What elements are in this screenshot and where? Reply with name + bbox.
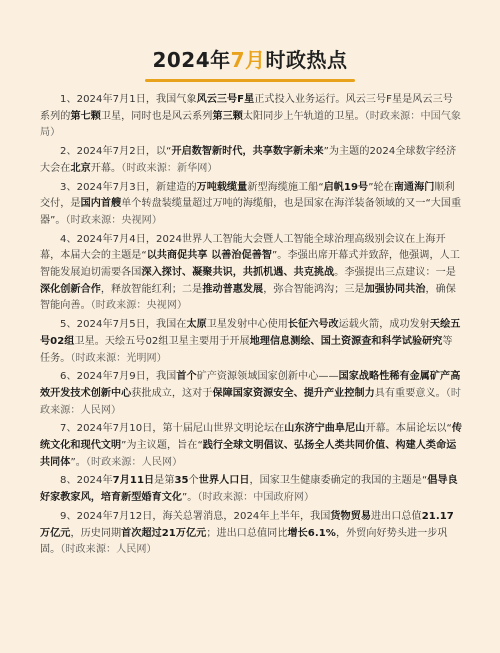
item-text: 卫星，同时也是风云系列 bbox=[100, 110, 213, 122]
highlight-text: 开启数智新时代，共享数字新未来 bbox=[171, 146, 324, 158]
title-prefix: 2024年 bbox=[152, 48, 231, 72]
item-text: 5、2024年7月5日，我国在 bbox=[60, 319, 187, 331]
item-text: ，确保智能向善。 bbox=[40, 283, 456, 312]
item-text: ，弥合智能鸿沟；三是 bbox=[263, 283, 365, 295]
highlight-text: 增长6.1% bbox=[287, 527, 336, 539]
highlight-text: 山东济宁曲阜尼山 bbox=[284, 423, 366, 435]
item-text: ”轮在 bbox=[368, 181, 394, 193]
highlight-text: 以共商促共享 以善治促善智 bbox=[146, 250, 273, 262]
item-text: 单个转盘装缆量超过万吨的海缆船，也是国家在海洋装备领域的又一“大国重器”。 bbox=[40, 198, 462, 226]
news-item bbox=[40, 421, 462, 471]
news-item bbox=[40, 509, 462, 559]
highlight-text: 加强协同共治 bbox=[364, 283, 426, 295]
highlight-text: 货物贸易 bbox=[330, 510, 371, 522]
source-note: （时政来源：新华网） bbox=[121, 162, 218, 174]
item-text: 太阳同步上午轨道的卫星。 bbox=[242, 110, 365, 122]
source-note: （时政来源：人民网） bbox=[40, 387, 462, 416]
highlight-text: 天绘五号02组 bbox=[40, 319, 461, 347]
highlight-text: 世界人口日 bbox=[198, 475, 250, 487]
source-note: （时政来源：光明网） bbox=[70, 352, 167, 364]
news-item bbox=[40, 180, 462, 230]
item-text: ”。李强出席开幕式并致辞，他强调，人工智能发展迫切需要各国 bbox=[40, 250, 460, 279]
highlight-text: 第三颗 bbox=[212, 110, 243, 122]
item-text: ，外贸向好势头进一步巩固。 bbox=[40, 527, 448, 556]
item-text: 。李强提出三点建议：一是 bbox=[334, 267, 456, 279]
highlight-text: 首个 bbox=[176, 371, 197, 383]
highlight-text: 首次超过21万亿元 bbox=[121, 527, 207, 539]
highlight-text: 地理信息测绘、国土资源查和科学试验研究 bbox=[249, 335, 443, 347]
title-suffix: 时政热点 bbox=[265, 48, 348, 72]
item-text: ，释放智能红利；二是 bbox=[100, 283, 203, 295]
item-text: 进出口总值 bbox=[370, 510, 422, 522]
source-note: （时政来源：人民网） bbox=[60, 544, 157, 556]
item-text: ，历史同期 bbox=[70, 527, 122, 539]
item-text: ，国家卫生健康委确定的我国的主题是“ bbox=[249, 475, 428, 487]
highlight-text: 国内首艘 bbox=[80, 198, 122, 210]
item-text: 1、2024年7月1日，我国气象 bbox=[60, 94, 197, 105]
news-item bbox=[40, 232, 462, 316]
source-note: （时政来源：中国政府网） bbox=[197, 492, 315, 504]
item-text: ”。 bbox=[70, 456, 86, 468]
page-title bbox=[152, 44, 347, 73]
news-list bbox=[40, 92, 462, 561]
highlight-text: 风云三号F星 bbox=[196, 94, 255, 105]
highlight-text: 21.17万亿元 bbox=[40, 510, 454, 539]
item-text: 8、2024年 bbox=[60, 475, 113, 487]
news-item bbox=[40, 144, 462, 177]
source-note: （时政来源：央视网） bbox=[65, 214, 162, 226]
item-text: 具有重要意义。 bbox=[374, 387, 446, 399]
news-item bbox=[40, 473, 462, 506]
highlight-text: 7月11日 bbox=[112, 475, 155, 487]
item-text: 7、2024年7月10日，第十届尼山世界文明论坛在 bbox=[60, 423, 285, 435]
highlight-text: 践行全球文明倡议、弘扬全人类共同价值、构建人类命运共同体 bbox=[40, 440, 457, 468]
item-text: 是第 bbox=[154, 475, 175, 487]
source-note: （时政来源：央视网） bbox=[90, 300, 188, 312]
highlight-text: 35 bbox=[174, 475, 189, 487]
item-text: 等任务。 bbox=[40, 335, 453, 364]
title-underline bbox=[145, 79, 355, 82]
news-item bbox=[40, 317, 462, 367]
item-text: ；进出口总值同比 bbox=[206, 527, 288, 539]
item-text: 9、2024年7月12日，海关总署消息，2024年上半年，我国 bbox=[60, 510, 331, 522]
item-text: 运载火箭，成功发射 bbox=[338, 319, 430, 331]
highlight-text: 北京 bbox=[70, 162, 91, 174]
item-text: ”。 bbox=[182, 492, 198, 504]
item-text: 卫星发射中心使用 bbox=[206, 319, 288, 331]
news-item bbox=[40, 369, 462, 419]
highlight-text: 推动普惠发展 bbox=[202, 283, 264, 295]
highlight-text: 深化创新合作 bbox=[40, 283, 101, 295]
item-text: ”为主题的2024全球数字经济大会在 bbox=[40, 146, 457, 174]
item-text: 4、2024年7月4日，2024世界人工智能大会暨人工智能全球治理高级别会议在上海开幕，本届大会的主题是“ bbox=[40, 233, 446, 262]
highlight-text: 第七颗 bbox=[70, 110, 101, 122]
item-text: 个 bbox=[188, 475, 199, 487]
item-text: ”为主议题，旨在“ bbox=[121, 440, 203, 452]
item-text: 新型海缆施工船“ bbox=[247, 181, 324, 193]
item-text: 正式投入业务运行。风云三号F星是风云三号系列的 bbox=[40, 94, 453, 122]
highlight-text: 太原 bbox=[186, 319, 207, 331]
title-accent: 7月 bbox=[230, 48, 266, 72]
item-text: 获批成立，这对于 bbox=[131, 387, 213, 399]
highlight-text: 南通海门 bbox=[393, 181, 435, 193]
item-text: 3、2024年7月3日，新建造的 bbox=[60, 181, 197, 193]
highlight-text: 启帆19号 bbox=[323, 181, 369, 193]
highlight-text: 保障国家资源安全、提升产业控制力 bbox=[212, 387, 375, 399]
highlight-text: 倡导良好家教家风，培育新型婚育文化 bbox=[40, 475, 458, 504]
title-block bbox=[0, 44, 500, 82]
item-text: 顺利交付，是 bbox=[40, 181, 455, 210]
item-text: 2、2024年7月2日，以“ bbox=[60, 146, 172, 158]
highlight-text: 国家战略性稀有金属矿产高效开发技术创新中心 bbox=[40, 371, 461, 399]
highlight-text: 深入探讨、凝聚共识，共抓机遇、共克挑战 bbox=[141, 267, 335, 279]
highlight-text: 传统文化和现代文明 bbox=[40, 423, 462, 452]
highlight-text: 长征六号改 bbox=[287, 319, 339, 331]
source-note: （时政来源：人民网） bbox=[85, 456, 183, 468]
item-text: 开幕。本届论坛以“ bbox=[365, 423, 452, 435]
item-text: 6、2024年7月9日，我国 bbox=[60, 371, 177, 383]
news-item bbox=[40, 92, 462, 142]
item-text: 矿产资源领域国家创新中心—— bbox=[196, 371, 339, 383]
highlight-text: 万吨载缆量 bbox=[196, 181, 248, 193]
item-text: 卫星。天绘五号02组卫星主要用于开展 bbox=[74, 335, 250, 347]
item-text: 开幕。 bbox=[90, 162, 122, 174]
source-note: （时政来源：中国气象局） bbox=[40, 110, 462, 139]
